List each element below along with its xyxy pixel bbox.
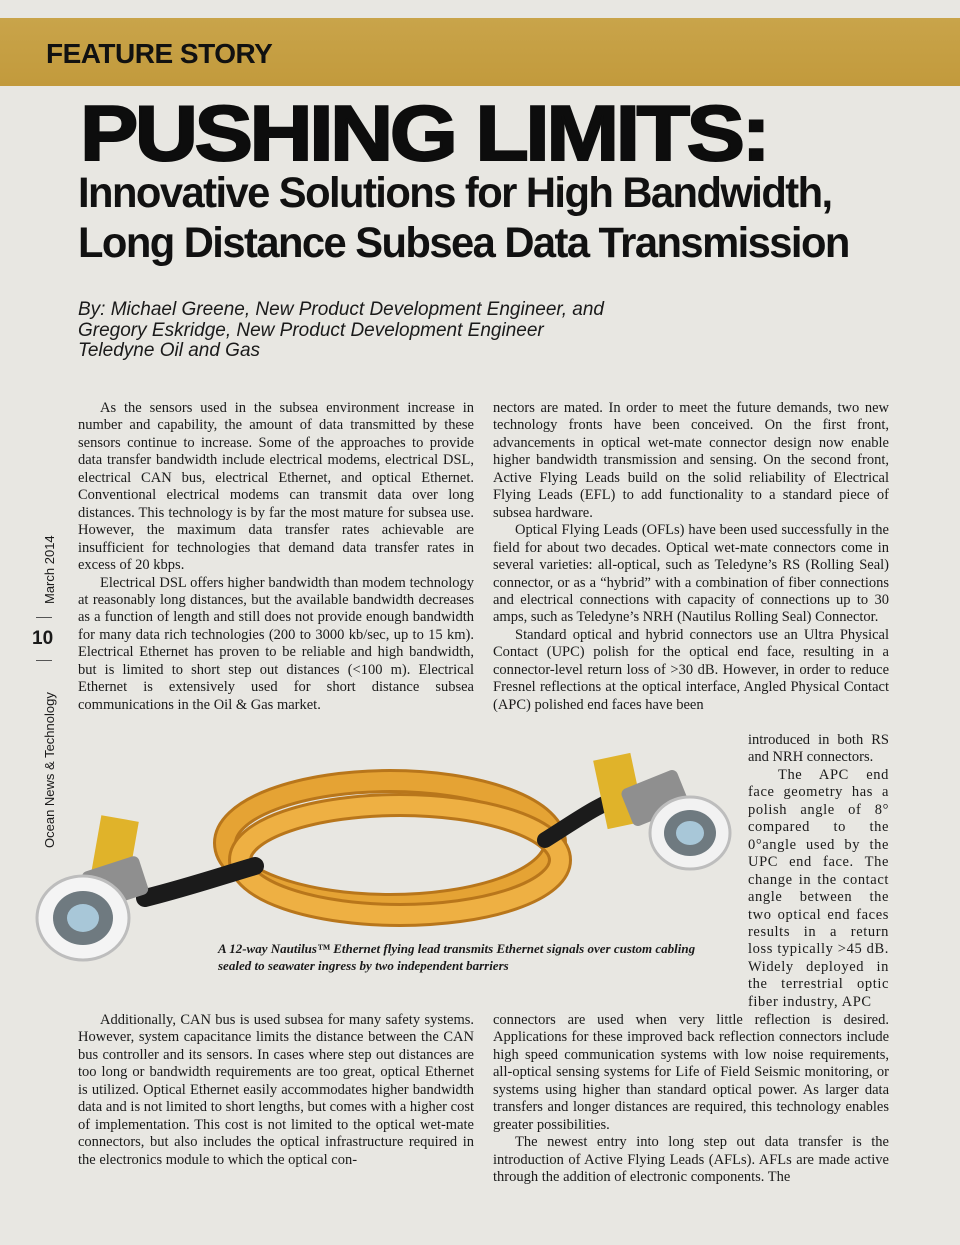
sidebar-rule-bottom — [36, 660, 52, 661]
column-4 — [493, 1012, 889, 1187]
subtitle-line-1: Innovative Solutions for High Bandwidth, — [78, 169, 832, 217]
paragraph: Standard optical and hybrid connectors use an Ultra Physical Contact (UPC) polish for the optical end face, resulting in a connector-level return loss of >30 dB. However, in order to reduce Fresnel reflections at the optical interface, Angled Physical Contact (APC) polished end faces have been — [493, 626, 889, 713]
byline-line-3: Teledyne Oil and Gas — [78, 340, 261, 361]
paragraph: Additionally, CAN bus is used subsea for many safety systems. However, system capacitance limits the distance between the CAN bus controller and its sensors. In cases where step out distances are too long or bandwidth requirements are too great, optical Ethernet is utilized. Optical Ethernet easily accommodates higher bandwidth data and is not limited to short lengths, but comes with a higher cost of implementation. This cost is not limited to the optical wet-mate connectors, but also includes the optical infrastructure required in the electronics module to which the optical con- — [78, 1012, 474, 1168]
page-number: 10 — [32, 628, 54, 649]
section-label: FEATURE STORY — [46, 38, 273, 69]
column-1 — [78, 400, 474, 714]
paragraph: Electrical DSL offers higher bandwidth than modem technology at reasonably long distances, but the available bandwidth decreases as a function of length and still does not provide enough bandwidth for many data rich technologies (200 to 3000 kb/sec, up to 15 km). Electrical Ethernet has proven to be reliable and high bandwidth, but is limited to short step out distances (<100 m). Electrical Ethernet is extensively used for short distance subsea communications in the Oil & Gas market. — [78, 574, 474, 713]
paragraph: As the sensors used in the subsea environment increase in number and capability, the amount of data transmitted by these sensors continue to increase. Some of the approaches to provide data transfer bandwidth include electrical modems, electrical DSL, electrical CAN bus, electrical Ethernet, and optical Ethernet. Conventional electrical modems can transmit data over long distances. This technology is by far the most mature for subsea use. However, the maximum data transfer rates achievable are insufficient for technologies that demand data transfer rates in excess of 20 kbps. — [78, 400, 474, 574]
paragraph: nectors are mated. In order to meet the future demands, two new technology fronts have been conceived. On the first front, advancements in optical wet-mate connector design now enable higher bandwidth transmission and sensing. On the second front, Active Flying Leads build on the solid reliability of Electrical Flying Leads (EFL) to add functionality to a standard piece of subsea hardware. — [493, 400, 889, 521]
byline — [78, 300, 604, 362]
paragraph: connectors are used when very little reflection is desired. Applications for these improved back reflection connectors include high speed communication systems with low noise requirements, all-optical sensing systems for Life of Field Seismic monitoring, or systems using higher than standard optical power. As larger data transfers and longer distances are required, this technology enables greater possibilities. — [493, 1012, 889, 1133]
byline-line-2: Gregory Eskridge, New Product Development Engineer — [78, 319, 544, 341]
paragraph: Optical Flying Leads (OFLs) have been used successfully in the field for about two decades. Optical wet-mate connectors come in several varieties: all-optical, such as Teledyne’s RS (Rolling Seal) connector, or as a “hybrid” with a combination of fiber connections and electrical connections with capacity of connections up to 30 amps, such as Teledyne’s NRH (Nautilus Rolling Seal) Connector. — [493, 522, 889, 626]
column-2 — [493, 400, 889, 714]
paragraph: The newest entry into long step out data transfer is the introduction of Active Flying Leads (AFLs). AFLs are made active through the addition of electronic components. The — [493, 1134, 889, 1186]
paragraph: introduced in both RS and NRH connectors. — [748, 732, 889, 766]
paragraph: The APC end face geometry has a polish angle of 8° compared to the 0°angle used by the UPC end face. The change in the contact angle between the two optical end faces results in a return loss typically >45 dB. Widely deployed in the terrestrial optic fiber industry, APC — [748, 766, 889, 1010]
publication-name: Ocean News & Technology — [42, 692, 57, 848]
subtitle-line-2: Long Distance Subsea Data Transmission — [78, 219, 849, 267]
column-3 — [78, 1012, 474, 1169]
sidebar-rule-top — [36, 617, 52, 618]
headline: PUSHING LIMITS: — [80, 89, 768, 177]
issue-date: March 2014 — [42, 535, 57, 604]
byline-line-1: By: Michael Greene, New Product Development Engineer, and — [78, 299, 604, 320]
figure-caption: A 12-way Nautilus™ Ethernet flying lead transmits Ethernet signals over custom cabling sealed to seawater ingress by two independent barriers — [218, 941, 696, 973]
left-connector — [37, 815, 150, 960]
right-connector — [593, 753, 730, 869]
wrap-column — [748, 732, 889, 1011]
